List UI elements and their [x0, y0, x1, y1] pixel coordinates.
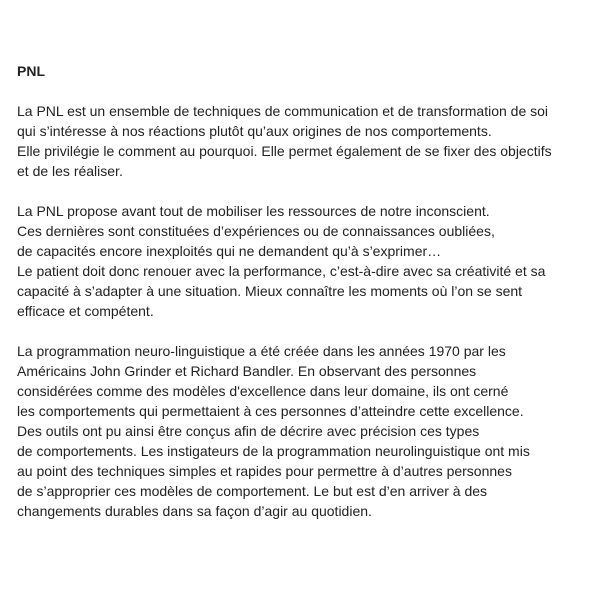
paragraph-1	[17, 101, 587, 181]
paragraph-line: capacité à s’adapter à une situation. Mieux connaître les moments où l’on se sent	[17, 283, 523, 299]
paragraph-line: Elle privilégie le comment au pourquoi. Elle permet également de se fixer des objectifs	[17, 143, 552, 159]
paragraph-line: La PNL propose avant tout de mobiliser les ressources de notre inconscient.	[17, 203, 490, 219]
paragraph-line: de capacités encore inexploités qui ne demandent qu’à s’exprimer…	[17, 243, 442, 259]
paragraph-line: de s’approprier ces modèles de comportement. Le but est d’en arriver à des	[17, 483, 488, 499]
paragraph-line: efficace et compétent.	[17, 303, 154, 319]
paragraph-line: changements durables dans sa façon d’agir au quotidien.	[17, 503, 372, 519]
paragraph-line: au point des techniques simples et rapides pour permettre à d’autres personnes	[17, 463, 512, 479]
paragraph-line: Des outils ont pu ainsi être conçus afin de décrire avec précision ces types	[17, 423, 480, 439]
document	[17, 61, 587, 541]
paragraph-line: La PNL est un ensemble de techniques de communication et de transformation de soi	[17, 103, 549, 119]
paragraph-line: La programmation neuro-linguistique a été créée dans les années 1970 par les	[17, 343, 506, 359]
paragraph-line: les comportements qui permettaient à ces personnes d’atteindre cette excellence.	[17, 403, 524, 419]
paragraph-line: qui s’intéresse à nos réactions plutôt qu’aux origines de nos comportements.	[17, 123, 492, 139]
paragraph-line: de comportements. Les instigateurs de la programmation neurolinguistique ont mis	[17, 443, 530, 459]
paragraph-line: Ces dernières sont constituées d’expériences ou de connaissances oubliées,	[17, 223, 495, 239]
paragraph-3	[17, 341, 587, 521]
paragraph-line: Américains John Grinder et Richard Bandler. En observant des personnes	[17, 363, 477, 379]
paragraph-line: Le patient doit donc renouer avec la performance, c’est-à-dire avec sa créativité et sa	[17, 263, 546, 279]
paragraph-line: et de les réaliser.	[17, 163, 123, 179]
paragraph-2	[17, 201, 587, 321]
document-title: PNL	[17, 63, 45, 79]
paragraph-line: considérées comme des modèles d'excellence dans leur domaine, ils ont cerné	[17, 383, 509, 399]
